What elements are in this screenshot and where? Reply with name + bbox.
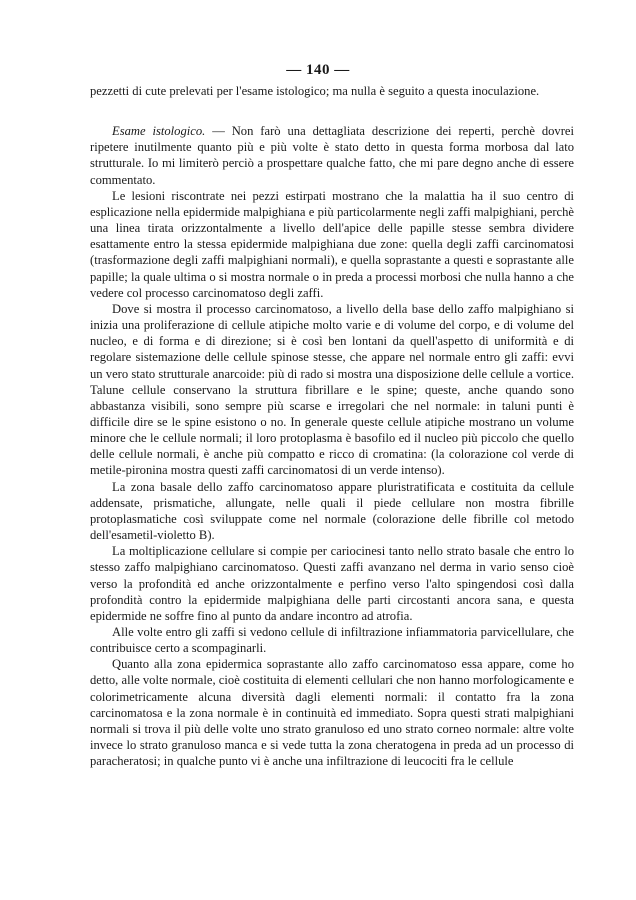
page-number: — 140 — [286,62,350,78]
paragraph-infiltrazione: Alle volte entro gli zaffi si vedono cellule di infiltrazione infiammatoria parvicellulare, che contribuisce certo a scompaginarli. [90,625,574,656]
paragraph-continuation: pezzetti di cute prelevati per l'esame istologico; ma nulla è seguito a questa inoculazione. [90,84,540,98]
section-lead-heading: Esame istologico. [112,124,206,139]
paragraph-text: — Non farò una dettagliata descrizione dei reperti, perchè dovrei ripetere inutilmente quanto più e più volte è stato detto in questa forma morbosa dal lato strutturale. Io mi limiterò perciò a prospettare qualche fatto, che mi pare degno anche di essere commentato. [90,124,575,187]
paragraph-zona-epidermica: Quanto alla zona epidermica soprastante allo zaffo carcinomatoso essa appare, come ho detto, alle volte normale, cioè costituita di elementi cellulari che non hanno morfologicamente e colorimetricamente alcuna diversità dagli elementi normali: il contatto fra la zona carcinomatosa e la zona normale è in continuità ed immediato. Sopra questi strati malpighiani normali si trova il più delle volte uno strato granuloso ed uno strato corneo normale: altre volte invece lo strato granuloso manca e si vede tutta la zona cheratogena in preda ad un processo di paracheratosi; in qualche punto vi è anche una infiltrazione di leucociti fra le cellule [90,657,574,769]
paragraph-lesioni: Le lesioni riscontrate nei pezzi estirpati mostrano che la malattia ha il suo centro di esplicazione nella epidermide malpighiana e più particolarmente negli zaffi malpighiani, perchè una linea tirata orizzontalmente a livello dell'apice delle papille stesse sembra dividere esattamente entro la stessa epidermide malpighiana due zone: quella degli zaffi carcinomatosi (trasformazione degli zaffi malpighiani normali), e quella soprastante a questi e soprastante alle papille; la quale ultima o si mostra normale o in preda a processi morbosi che nulla hanno a che vedere col processo carcinomatoso degli zaffi. [90,188,574,300]
paragraph-zona-basale: La zona basale dello zaffo carcinomatoso appare pluristratificata e costituita da cellule addensate, prismatiche, allungate, nelle quali il piede cellulare non mostra fibrille protoplasmatiche così sviluppate come nel normale (colorazione delle fibrille col metodo dell'esametil-violetto B). [90,479,574,543]
paragraph-processo-carcinomatoso: Dove si mostra il processo carcinomatoso, a livello della base dello zaffo malpighiano si inizia una proliferazione di cellule atipiche molto varie e di volume del corpo, e di volume del nucleo, e di forma e di direzione; si è così ben lontani da quell'aspetto di uniformità e di regolare sistemazione delle cellule spinose stesse, che appare nel normale entro gli zaffi: evvi un vero stato strutturale anarcoide: più di rado si mostra una disposizione delle cellule a vortice. Talune cellule conservano la struttura fibrillare e le spine; queste, anche quando sono abbastanza visibili, sono sempre più scarse e irregolari che nel normale: in taluni punti è difficile dire se le spine esistono o no. In generale queste cellule atipiche mostrano un volume minore che le cellule normali; il loro protoplasma è basofilo ed il nucleo più piccolo che quello delle cellule normali, è anche più compatto e ricco di cromatina: (la colorazione col verde di metile-pironina mostra questi zaffi carcinomatosi di un verde intenso). [90,301,574,478]
paragraph-esame-istologico [90,123,574,188]
body-text [90,83,574,769]
paragraph-moltiplicazione: La moltiplicazione cellulare si compie per cariocinesi tanto nello strato basale che entro lo stesso zaffo malpighiano carcinomatoso. Questi zaffi avanzano nel derma in vario senso cioè verso la profondità ed anche orizzontalmente e perfino verso l'alto spingendosi così dalla profondità contro la epidermide malpighiana delle parti circostanti ancora sana, e questa epidermide ne soffre fino al punto da andare incontro ad atrofia. [90,544,574,623]
